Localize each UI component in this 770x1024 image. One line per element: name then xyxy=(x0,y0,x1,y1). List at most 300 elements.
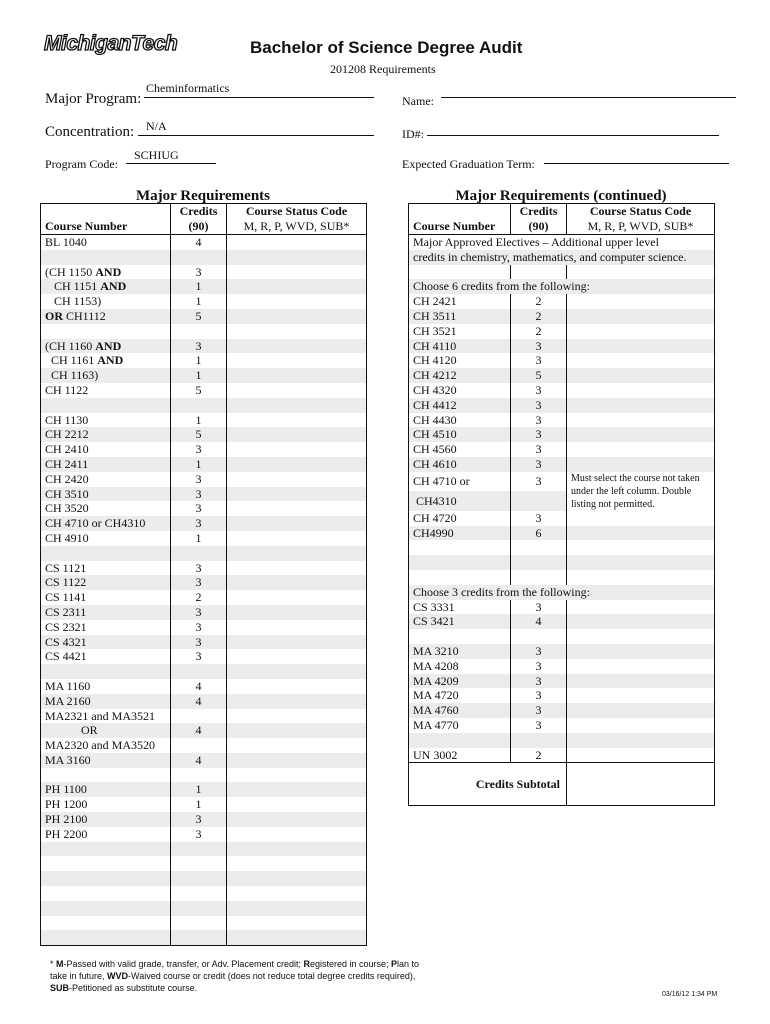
credits-cell xyxy=(511,265,567,280)
status-code-cell[interactable] xyxy=(227,546,367,561)
status-codes-header: M, R, P, WVD, SUB* xyxy=(587,219,694,233)
credits-cell: 5 xyxy=(171,427,227,442)
table-row xyxy=(41,339,367,354)
course-number-cell: CS 4421 xyxy=(41,649,171,664)
credits-cell: 3 xyxy=(511,688,567,703)
status-code-cell[interactable] xyxy=(567,629,715,644)
table-row xyxy=(41,827,367,842)
credits-cell: 3 xyxy=(511,442,567,457)
credits-cell: 3 xyxy=(511,339,567,354)
table-row xyxy=(41,753,367,768)
table-row xyxy=(409,600,715,615)
table-row xyxy=(41,309,367,324)
credits-cell xyxy=(171,398,227,413)
table-row xyxy=(41,871,367,886)
course-number-cell xyxy=(41,664,171,679)
status-code-cell[interactable] xyxy=(567,748,715,763)
status-code-cell[interactable] xyxy=(567,600,715,615)
status-code-cell[interactable] xyxy=(227,250,367,265)
status-code-cell[interactable] xyxy=(567,570,715,585)
course-number-cell: CS 2311 xyxy=(41,605,171,620)
credits-cell: 2 xyxy=(511,294,567,309)
status-code-cell[interactable] xyxy=(227,561,367,576)
course-number-cell: PH 2200 xyxy=(41,827,171,842)
course-number-cell: CH 4110 xyxy=(409,339,511,354)
course-number-cell: MA 4770 xyxy=(409,718,511,733)
course-number-cell: CS 3421 xyxy=(409,614,511,629)
status-code-cell[interactable] xyxy=(227,501,367,516)
credits-cell xyxy=(171,842,227,857)
course-number-cell xyxy=(41,871,171,886)
status-code-cell[interactable] xyxy=(567,457,715,472)
table-row xyxy=(41,649,367,664)
status-code-cell[interactable] xyxy=(227,413,367,428)
table-row xyxy=(409,294,715,309)
status-code-cell[interactable] xyxy=(227,516,367,531)
course-number-cell: CH4310 xyxy=(409,491,511,511)
course-number-header-spacer xyxy=(409,204,511,220)
course-number-cell xyxy=(409,555,511,570)
course-number-cell: PH 1100 xyxy=(41,782,171,797)
status-code-cell[interactable] xyxy=(567,526,715,541)
course-number-cell: CH4990 xyxy=(409,526,511,541)
status-code-cell[interactable] xyxy=(227,709,367,724)
credits-cell: 6 xyxy=(511,526,567,541)
status-code-cell[interactable] xyxy=(567,339,715,354)
course-number-header-spacer xyxy=(41,204,171,220)
credits-cell: 3 xyxy=(511,413,567,428)
status-code-cell[interactable] xyxy=(227,620,367,635)
course-number-cell: CH 4412 xyxy=(409,398,511,413)
table-row xyxy=(41,531,367,546)
credits-subtotal-label: Credits Subtotal xyxy=(409,763,567,806)
status-code-cell[interactable] xyxy=(227,916,367,931)
status-code-cell[interactable] xyxy=(227,279,367,294)
course-number-cell xyxy=(41,886,171,901)
table-row xyxy=(409,718,715,733)
selection-note: Must select the course not taken under the left column. Double listing not permitted. xyxy=(571,472,700,510)
table-row xyxy=(41,738,367,753)
table-row xyxy=(41,664,367,679)
status-code-cell[interactable] xyxy=(567,733,715,748)
table-row xyxy=(41,324,367,339)
course-number-cell: CH 4710 or xyxy=(409,472,511,492)
table-row xyxy=(41,886,367,901)
status-code-cell[interactable] xyxy=(227,339,367,354)
course-number-cell xyxy=(409,265,511,280)
credits-cell xyxy=(171,768,227,783)
status-code-cell[interactable] xyxy=(567,353,715,368)
table-row xyxy=(409,511,715,526)
status-code-cell[interactable] xyxy=(227,842,367,857)
table-row xyxy=(41,368,367,383)
table-row xyxy=(409,442,715,457)
status-code-cell[interactable] xyxy=(227,782,367,797)
table-row xyxy=(41,605,367,620)
section-text: credits in chemistry, mathematics, and computer science. xyxy=(409,250,715,265)
table-row xyxy=(409,324,715,339)
course-number-header: Course Number xyxy=(409,219,511,235)
course-number-cell: CS 4321 xyxy=(41,635,171,650)
credits-cell: 3 xyxy=(171,516,227,531)
status-code-cell[interactable] xyxy=(227,856,367,871)
status-code-cell[interactable] xyxy=(567,368,715,383)
table-row xyxy=(41,383,367,398)
major-program-label: Major Program: xyxy=(45,91,142,107)
status-code-cell[interactable] xyxy=(567,265,715,280)
course-number-cell xyxy=(41,930,171,945)
status-code-cell[interactable] xyxy=(227,353,367,368)
status-code-cell[interactable] xyxy=(227,635,367,650)
table-row xyxy=(41,768,367,783)
status-code-cell[interactable] xyxy=(567,383,715,398)
status-code-cell[interactable] xyxy=(567,398,715,413)
table-row xyxy=(41,294,367,309)
credits-total-header: (90) xyxy=(171,219,227,235)
credits-cell: 1 xyxy=(171,457,227,472)
credits-cell: 3 xyxy=(171,472,227,487)
course-number-cell: (CH 1160 AND xyxy=(41,339,171,354)
course-number-cell: MA 1160 xyxy=(41,679,171,694)
program-code-value[interactable]: SCHIUG xyxy=(134,148,179,162)
status-code-cell[interactable] xyxy=(227,309,367,324)
course-number-cell: CH 4710 or CH4310 xyxy=(41,516,171,531)
course-number-cell: CS 2321 xyxy=(41,620,171,635)
table-row xyxy=(41,842,367,857)
table-row xyxy=(41,413,367,428)
table-row xyxy=(41,797,367,812)
table-row xyxy=(409,279,715,294)
credits-cell: 3 xyxy=(511,674,567,689)
table-row xyxy=(409,398,715,413)
table-row xyxy=(409,570,715,585)
status-code-cell[interactable] xyxy=(567,659,715,674)
credits-cell: 3 xyxy=(511,600,567,615)
course-number-cell: CH 1130 xyxy=(41,413,171,428)
status-code-cell[interactable] xyxy=(227,797,367,812)
status-code-cell[interactable] xyxy=(567,703,715,718)
course-number-cell: PH 1200 xyxy=(41,797,171,812)
status-code-cell[interactable] xyxy=(567,309,715,324)
course-number-cell: CH 3521 xyxy=(409,324,511,339)
status-header: Course Status Code xyxy=(245,204,348,218)
table-row xyxy=(41,516,367,531)
major-requirements-continued-table xyxy=(408,203,715,806)
course-number-cell: CH 4212 xyxy=(409,368,511,383)
course-number-cell: OR xyxy=(41,723,171,738)
status-code-cell[interactable] xyxy=(567,614,715,629)
course-number-cell xyxy=(409,733,511,748)
course-number-cell: UN 3002 xyxy=(409,748,511,763)
course-number-cell: MA2321 and MA3521 xyxy=(41,709,171,724)
course-number-cell xyxy=(409,540,511,555)
table-row xyxy=(409,368,715,383)
name-line[interactable] xyxy=(441,97,736,98)
course-number-cell: OR CH1112 xyxy=(41,309,171,324)
course-number-cell xyxy=(41,916,171,931)
course-number-cell: CH 2212 xyxy=(41,427,171,442)
table-row xyxy=(41,427,367,442)
status-code-cell[interactable] xyxy=(567,688,715,703)
page-subtitle: 201208 Requirements xyxy=(330,62,436,76)
program-code-label: Program Code: xyxy=(45,157,118,171)
status-code-cell[interactable] xyxy=(227,398,367,413)
course-number-cell: MA 4209 xyxy=(409,674,511,689)
table-row xyxy=(41,635,367,650)
credits-cell: 3 xyxy=(171,620,227,635)
section-text: Major Approved Electives – Additional upper level xyxy=(413,235,659,249)
status-code-cell[interactable] xyxy=(227,738,367,753)
credits-cell: 3 xyxy=(511,353,567,368)
status-code-cell[interactable] xyxy=(227,664,367,679)
credits-cell: 3 xyxy=(171,487,227,502)
table-row xyxy=(41,590,367,605)
credits-subtotal-value[interactable] xyxy=(567,763,715,806)
course-number-cell: MA 4208 xyxy=(409,659,511,674)
status-code-cell[interactable] xyxy=(567,644,715,659)
credits-cell xyxy=(171,901,227,916)
course-number-cell: MA 3210 xyxy=(409,644,511,659)
credits-cell: 3 xyxy=(171,605,227,620)
credits-cell: 3 xyxy=(511,398,567,413)
course-number-cell: MA 4760 xyxy=(409,703,511,718)
table-row xyxy=(41,679,367,694)
credits-cell xyxy=(171,886,227,901)
major-program-value[interactable]: Cheminformatics xyxy=(146,81,230,95)
status-code-cell[interactable] xyxy=(227,605,367,620)
table-row xyxy=(409,472,715,492)
table-row xyxy=(41,501,367,516)
course-number-cell: MA2320 and MA3520 xyxy=(41,738,171,753)
status-code-cell[interactable] xyxy=(567,294,715,309)
left-section-heading: Major Requirements xyxy=(135,188,270,204)
course-number-cell: CS 3331 xyxy=(409,600,511,615)
credits-cell: 1 xyxy=(171,531,227,546)
table-row xyxy=(41,546,367,561)
status-code-cell[interactable] xyxy=(227,294,367,309)
status-code-cell[interactable] xyxy=(567,540,715,555)
credits-cell: 3 xyxy=(171,339,227,354)
credits-cell: 3 xyxy=(511,383,567,398)
credits-cell: 3 xyxy=(171,442,227,457)
credits-cell: 5 xyxy=(171,309,227,324)
credits-cell xyxy=(511,540,567,555)
credits-cell: 3 xyxy=(171,827,227,842)
course-number-cell: CH 1163) xyxy=(41,368,171,383)
credits-total-header: (90) xyxy=(511,219,567,235)
credits-cell: 4 xyxy=(171,679,227,694)
status-code-cell[interactable] xyxy=(227,368,367,383)
status-code-cell[interactable] xyxy=(227,723,367,738)
status-code-cell[interactable] xyxy=(227,531,367,546)
print-timestamp: 03/16/12 1:34 PM xyxy=(662,991,718,998)
status-code-cell[interactable] xyxy=(227,457,367,472)
table-row xyxy=(409,555,715,570)
table-row xyxy=(41,265,367,280)
status-code-cell[interactable] xyxy=(567,427,715,442)
credits-cell xyxy=(511,629,567,644)
table-row xyxy=(41,442,367,457)
right-section-heading: Major Requirements (continued) xyxy=(455,188,667,204)
table-row xyxy=(409,383,715,398)
status-code-cell[interactable] xyxy=(567,442,715,457)
course-number-cell: CH 4910 xyxy=(41,531,171,546)
course-number-cell: CS 1122 xyxy=(41,575,171,590)
id-line[interactable] xyxy=(427,135,719,136)
status-code-cell[interactable] xyxy=(567,324,715,339)
status-code-cell[interactable] xyxy=(227,649,367,664)
course-number-cell: CH 4510 xyxy=(409,427,511,442)
status-code-cell[interactable] xyxy=(227,265,367,280)
status-code-cell[interactable] xyxy=(567,555,715,570)
credits-cell xyxy=(171,916,227,931)
table-row xyxy=(409,309,715,324)
course-number-cell: CH 1151 AND xyxy=(41,279,171,294)
status-code-cell[interactable] xyxy=(567,511,715,526)
status-code-cell[interactable] xyxy=(227,383,367,398)
program-code-line xyxy=(126,163,216,164)
credits-cell: 1 xyxy=(171,279,227,294)
credits-cell xyxy=(171,709,227,724)
status-code-cell[interactable] xyxy=(227,930,367,945)
credits-cell: 4 xyxy=(171,235,227,250)
table-row xyxy=(41,916,367,931)
course-number-header: Course Number xyxy=(41,219,171,235)
course-number-cell xyxy=(41,250,171,265)
credits-cell: 3 xyxy=(511,718,567,733)
course-number-cell: CH 4120 xyxy=(409,353,511,368)
credits-cell: 3 xyxy=(511,703,567,718)
course-number-cell: CH 3520 xyxy=(41,501,171,516)
course-number-cell: PH 2100 xyxy=(41,812,171,827)
status-code-footnote: * M-Passed with valid grade, transfer, or Adv. Placement credit; Registered in course; Plan to take in future, WVD-Waived course or credit (does not reduce total degree credits required), SUB-Petitioned as substitute course. xyxy=(50,959,420,993)
credits-cell xyxy=(171,664,227,679)
course-number-cell xyxy=(41,768,171,783)
course-number-cell: CH 1153) xyxy=(41,294,171,309)
table-row xyxy=(41,250,367,265)
id-label: ID#: xyxy=(402,127,424,141)
course-number-cell xyxy=(41,546,171,561)
status-code-cell[interactable] xyxy=(227,871,367,886)
credits-cell: 3 xyxy=(171,635,227,650)
status-code-cell[interactable] xyxy=(567,472,715,511)
table-row xyxy=(409,614,715,629)
course-number-cell: MA 3160 xyxy=(41,753,171,768)
course-number-cell: CH 2420 xyxy=(41,472,171,487)
status-code-cell[interactable] xyxy=(227,427,367,442)
table-row xyxy=(409,674,715,689)
course-number-cell xyxy=(41,324,171,339)
status-code-cell[interactable] xyxy=(227,590,367,605)
credits-cell: 1 xyxy=(171,782,227,797)
concentration-line xyxy=(138,135,374,136)
table-row xyxy=(409,540,715,555)
table-row xyxy=(409,659,715,674)
table-row xyxy=(409,644,715,659)
table-row xyxy=(409,526,715,541)
course-number-cell xyxy=(41,398,171,413)
status-codes-header: M, R, P, WVD, SUB* xyxy=(243,219,350,233)
table-row xyxy=(409,703,715,718)
table-row xyxy=(409,748,715,763)
credits-cell xyxy=(171,546,227,561)
table-row xyxy=(409,427,715,442)
status-code-cell[interactable] xyxy=(227,827,367,842)
credits-cell: 4 xyxy=(171,753,227,768)
credits-cell: 3 xyxy=(171,501,227,516)
credits-cell: 3 xyxy=(171,575,227,590)
table-row xyxy=(409,585,715,600)
table-row xyxy=(41,812,367,827)
table-row xyxy=(41,561,367,576)
credits-cell: 1 xyxy=(171,413,227,428)
table-row xyxy=(409,265,715,280)
course-number-cell: BL 1040 xyxy=(41,235,171,250)
credits-cell: 3 xyxy=(511,472,567,492)
status-code-cell[interactable] xyxy=(227,753,367,768)
credits-cell: 1 xyxy=(171,353,227,368)
course-number-cell: CH 4610 xyxy=(409,457,511,472)
status-code-cell[interactable] xyxy=(227,575,367,590)
status-code-cell[interactable] xyxy=(227,235,367,250)
credits-header: Credits xyxy=(171,204,227,220)
course-number-cell: MA 2160 xyxy=(41,694,171,709)
status-code-cell[interactable] xyxy=(227,812,367,827)
course-number-cell: CH 1161 AND xyxy=(41,353,171,368)
concentration-value[interactable]: N/A xyxy=(146,119,167,133)
credits-cell: 4 xyxy=(171,723,227,738)
status-code-cell[interactable] xyxy=(227,442,367,457)
credits-cell: 1 xyxy=(171,797,227,812)
credits-cell: 3 xyxy=(511,644,567,659)
status-code-cell[interactable] xyxy=(567,413,715,428)
table-row xyxy=(41,398,367,413)
section-text: Choose 6 credits from the following: xyxy=(409,279,715,294)
table-row xyxy=(41,709,367,724)
credits-cell xyxy=(171,856,227,871)
credits-cell: 5 xyxy=(171,383,227,398)
status-code-cell[interactable] xyxy=(567,718,715,733)
status-code-cell[interactable] xyxy=(567,674,715,689)
credits-cell: 1 xyxy=(171,294,227,309)
credits-cell: 3 xyxy=(511,659,567,674)
table-row xyxy=(41,930,367,945)
name-label: Name: xyxy=(402,94,434,108)
table-row xyxy=(409,413,715,428)
table-row xyxy=(409,250,715,265)
course-number-cell: CH 3510 xyxy=(41,487,171,502)
status-code-cell[interactable] xyxy=(227,472,367,487)
status-code-cell[interactable] xyxy=(227,901,367,916)
credits-cell: 2 xyxy=(511,309,567,324)
credits-cell: 2 xyxy=(171,590,227,605)
status-code-cell[interactable] xyxy=(227,886,367,901)
status-code-cell[interactable] xyxy=(227,324,367,339)
table-row xyxy=(41,575,367,590)
credits-cell: 3 xyxy=(511,427,567,442)
course-number-cell: CH 4430 xyxy=(409,413,511,428)
table-row xyxy=(409,235,715,250)
status-code-cell[interactable] xyxy=(227,694,367,709)
credits-cell: 4 xyxy=(511,614,567,629)
status-code-cell[interactable] xyxy=(227,768,367,783)
course-number-cell: CH 1122 xyxy=(41,383,171,398)
grad-term-line[interactable] xyxy=(544,163,729,164)
status-code-cell[interactable] xyxy=(227,487,367,502)
course-number-cell: CH 3511 xyxy=(409,309,511,324)
status-code-cell[interactable] xyxy=(227,679,367,694)
table-row xyxy=(41,782,367,797)
